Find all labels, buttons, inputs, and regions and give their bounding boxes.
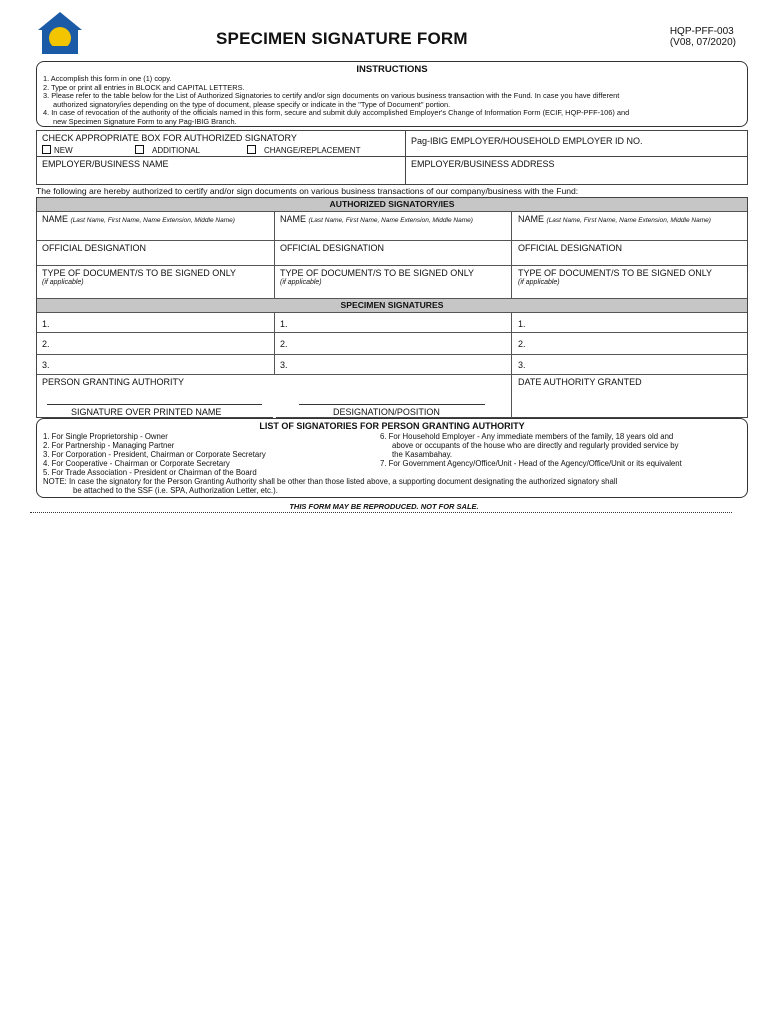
- employer-info-block: [36, 130, 748, 185]
- change-checkbox[interactable]: [247, 145, 256, 154]
- instruction-item: 1. Accomplish this form in one (1) copy.: [43, 74, 172, 83]
- reproduction-notice: THIS FORM MAY BE REPRODUCED. NOT FOR SALE.: [289, 502, 479, 511]
- form-code: [670, 26, 736, 48]
- pag-ibig-logo: [36, 10, 84, 58]
- specimen-3-c[interactable]: 3.: [518, 360, 526, 370]
- name-field-1[interactable]: NAME (Last Name, First Name, Name Extension, Middle Name): [42, 214, 235, 224]
- specimen-3-b[interactable]: 3.: [280, 360, 288, 370]
- signatory-item: 4. For Cooperative - Chairman or Corporate Secretary: [43, 459, 230, 468]
- authorized-signatories-table: [36, 197, 748, 418]
- signatory-item: the Kasambahay.: [392, 450, 453, 459]
- note-line-2: be attached to the SSF (i.e. SPA, Authorization Letter, etc.).: [73, 486, 278, 495]
- signature-line[interactable]: [47, 404, 262, 405]
- signatory-item: 5. For Trade Association - President or Chairman of the Board: [43, 468, 257, 477]
- instruction-item: 4. In case of revocation of the authority of the officials named in this form, secure and submit duly accomplished Employer's Change of Information Form (ECIF, HQP-PFF-106) and: [43, 108, 630, 118]
- doc-type-field-1[interactable]: TYPE OF DOCUMENT/S TO BE SIGNED ONLY (if applicable): [42, 268, 237, 286]
- specimen-1-c[interactable]: 1.: [518, 319, 526, 329]
- specimen-2-a[interactable]: 2.: [42, 339, 50, 349]
- authorized-band: AUTHORIZED SIGNATORY/IES: [37, 198, 747, 211]
- instruction-item: 2. Type or print all entries in BLOCK and CAPITAL LETTERS.: [43, 82, 245, 92]
- doc-type-field-2[interactable]: TYPE OF DOCUMENT/S TO BE SIGNED ONLY (if applicable): [280, 268, 475, 286]
- date-granted-label[interactable]: DATE AUTHORITY GRANTED: [518, 377, 642, 387]
- signatory-note: [43, 477, 743, 495]
- specimen-1-a[interactable]: 1.: [42, 319, 50, 329]
- form-header: [36, 10, 750, 60]
- designation-field-1[interactable]: OFFICIAL DESIGNATION: [42, 243, 147, 253]
- specimen-2-b[interactable]: 2.: [280, 339, 288, 349]
- name-field-3[interactable]: NAME (Last Name, First Name, Name Extension, Middle Name): [518, 214, 711, 224]
- designation-field-3[interactable]: OFFICIAL DESIGNATION: [518, 243, 623, 253]
- signatories-list-box: [36, 418, 748, 498]
- form-code-number: HQP-PFF-003: [669, 26, 734, 37]
- option-additional-label: ADDITIONAL: [152, 146, 201, 155]
- authorization-statement: The following are hereby authorized to certify and/or sign documents on various business transactions of our company/business with the Fund:: [36, 186, 579, 196]
- specimen-1-b[interactable]: 1.: [280, 319, 288, 329]
- specimen-band: SPECIMEN SIGNATURES: [37, 299, 747, 312]
- instructions-heading: INSTRUCTIONS: [356, 64, 428, 75]
- option-new-label: NEW: [54, 146, 73, 155]
- option-additional[interactable]: [135, 145, 200, 156]
- signatory-item: 6. For Household Employer - Any immediate members of the family, 18 years old and: [380, 432, 674, 441]
- signatory-item: 1. For Single Proprietorship - Owner: [43, 432, 168, 441]
- note-line-1: NOTE: In case the signatory for the Person Granting Authority shall be other than those listed above, a supporting document designating the authorized signatory shall: [43, 477, 618, 486]
- instructions-box: [36, 61, 748, 127]
- designation-line[interactable]: [299, 404, 485, 405]
- signatories-heading: LIST OF SIGNATORIES FOR PERSON GRANTING AUTHORITY: [259, 421, 525, 431]
- specimen-3-a[interactable]: 3.: [42, 360, 50, 370]
- signatory-item: above or occupants of the house who are directly and regularly provided service by: [392, 441, 679, 450]
- form-version: (V08, 07/2020): [669, 37, 736, 48]
- signatory-item: 2. For Partnership - Managing Partner: [43, 441, 175, 450]
- new-checkbox[interactable]: [42, 145, 51, 154]
- additional-checkbox[interactable]: [135, 145, 144, 154]
- person-granting-label: PERSON GRANTING AUTHORITY: [42, 377, 185, 387]
- designation-position-label: DESIGNATION/POSITION: [333, 407, 440, 417]
- name-field-2[interactable]: NAME (Last Name, First Name, Name Extension, Middle Name): [280, 214, 473, 224]
- check-box-label: CHECK APPROPRIATE BOX FOR AUTHORIZED SIGNATORY: [42, 133, 297, 143]
- instructions-list: [43, 75, 741, 127]
- instruction-item: authorized signatory/ies depending on the type of document, please specify or indicate in the "Type of Document" portion.: [53, 99, 451, 109]
- signatory-list-left: [43, 432, 266, 477]
- specimen-2-c[interactable]: 2.: [518, 339, 526, 349]
- dotted-separator: [30, 512, 732, 513]
- signatory-list-right: [380, 432, 745, 468]
- option-change-label: CHANGE/REPLACEMENT: [264, 146, 361, 155]
- employer-address-label: EMPLOYER/BUSINESS ADDRESS: [411, 159, 555, 169]
- signatory-item: 3. For Corporation - President, Chairman or Corporate Secretary: [43, 450, 266, 459]
- designation-field-2[interactable]: OFFICIAL DESIGNATION: [280, 243, 385, 253]
- employer-name-label: EMPLOYER/BUSINESS NAME: [42, 159, 169, 169]
- instruction-item: 3. Please refer to the table below for the List of Authorized Signatories to certify and/or sign documents on various business transaction with the Fund. In case you have different: [43, 91, 620, 101]
- instruction-item: new Specimen Signature Form to any Pag-IBIG Branch.: [53, 116, 237, 126]
- signatory-item: 7. For Government Agency/Office/Unit - Head of the Agency/Office/Unit or its equivalent: [380, 459, 682, 468]
- signature-over-name-label: SIGNATURE OVER PRINTED NAME: [71, 407, 222, 417]
- employer-id-label: Pag-IBIG EMPLOYER/HOUSEHOLD EMPLOYER ID NO.: [411, 136, 643, 146]
- form-title: SPECIMEN SIGNATURE FORM: [216, 29, 468, 48]
- option-change[interactable]: [247, 145, 360, 156]
- doc-type-field-3[interactable]: TYPE OF DOCUMENT/S TO BE SIGNED ONLY (if applicable): [518, 268, 713, 286]
- option-new[interactable]: [42, 145, 73, 156]
